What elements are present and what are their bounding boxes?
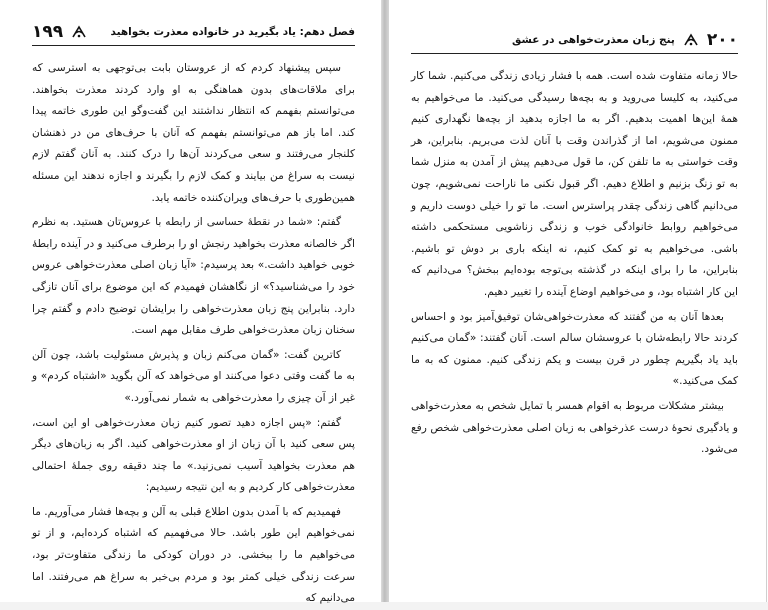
paragraph: حالا زمانه متفاوت شده است. همه با فشار زیادی زندگی می‌کنیم. شما کار می‌کنید، به کلیسا می‌روید و به بچه‌ها رسیدگی می‌کنید. ما می‌خواهیم به همهٔ این‌ها اهمیت بدهیم. اگر به ما اجازه بدهید از بچه‌ها نگهداری کنیم ممنون می‌شویم، اما از گذراندن وقت با آنان لذت می‌بریم. بنابراین، هر وقت خواستی به ما تلفن کن، ما قول می‌دهیم پیش از آمدن به منزل شما به تو زنگ بزنیم و اطلاع دهیم. اگر قبول نکنی ما ناراحت نمی‌شویم، چون می‌دانیم گاهی زندگی چقدر پراسترس است. ما تو را خیلی دوست داریم و می‌خواهیم روابط خانوادگی خوب و زندگی زناشویی مستحکمی داشته باشی. می‌خواهیم به تو کمک کنیم، نه اینکه باری بر دوش تو باشیم. بنابراین، ما را برای اینکه در گذشته بی‌توجه بوده‌ایم ببخش؟ می‌دانیم که این کار اشتباه بود، و می‌خواهیم اوضاع آینده را تغییر دهیم. — [411, 70, 738, 298]
right-page-number: ۲۰۰ — [706, 30, 738, 50]
paragraph: فهمیدیم که با آمدن بدون اطلاع قبلی به آلن و بچه‌ها فشار می‌آوریم. ما نمی‌خواهیم این طور باشد. حالا می‌فهمیم که اشتباه کرده‌ایم، و از تو می‌خواهیم ما را ببخشی. در دوران کودکی ما زندگی متفاوت‌تر بود، سرعت زندگی خیلی کمتر بود و مردم بی‌خبر به سراغ هم می‌رفتند. اما می‌دانیم که — [32, 505, 355, 605]
left-page-number: ۱۹۹ — [32, 22, 64, 42]
paragraph: بیشتر مشکلات مربوط به اقوام همسر با تمایل شخص به معذرت‌خواهی و یادگیری نحوهٔ درست عذرخواهی به زبان اصلی معذرت‌خواهی شخص رفع می‌شود. — [411, 399, 738, 456]
left-page-header — [32, 22, 355, 46]
right-page — [389, 0, 768, 602]
paragraph: بعدها آنان به من گفتند که معذرت‌خواهی‌شان توفیق‌آمیز بود و احساس کردند حالا رابطه‌شان با عروسشان سالم است. آنان گفتند: «گمان می‌کنیم باید یاد بگیریم چطور در قرن بیست و یکم زندگی کنیم. ممنون که به ما کمک می‌کنید.» — [411, 310, 738, 388]
right-running-title: پنج زبان معذرت‌خواهی در عشق — [512, 34, 675, 46]
book-logo-icon — [71, 24, 87, 40]
paragraph: گفتم: «شما در نقطهٔ حساسی از رابطه با عروس‌تان هستید. به نظرم اگر خالصانه معذرت بخواهید رنجش او را برطرف می‌کنید و در آینده رابطهٔ خوبی خواهید داشت.» بعد پرسیدم: «آیا زبان اصلی معذرت‌خواهی عروس خود را می‌شناسید؟» از نگاهشان فهمیدم که این موضوع برای آنان تازگی دارد. بنابراین پنج زبان معذرت‌خواهی را برایشان توضیح دادم و گفتم چرا سخنان زبان معذرت‌خواهی طرف مقابل مهم است. — [32, 216, 355, 337]
right-edge-line — [766, 0, 767, 602]
right-page-header — [411, 30, 738, 54]
left-page — [0, 0, 381, 605]
paragraph: کاترین گفت: «گمان می‌کنم زبان و پذیرش مسئولیت باشد، چون آلن به ما گفت وقتی دعوا می‌کنند او می‌خواهد که آلن بگوید «اشتباه کردم» و غیر از آن چیزی را معذرت‌خواهی به شمار نمی‌آورد.» — [32, 348, 355, 404]
paragraph: گفتم: «پس اجازه دهید تصور کنیم زبان معذرت‌خواهی او این است، پس سعی کنید با آن زبان از او معذرت‌خواهی کنید. اگر به زبان‌های دیگر هم معذرت بخواهید آسیب نمی‌زنید.» ما چند دقیقه روی جملهٔ احتمالی معذرت‌خواهی کار کردیم و به این نتیجه رسیدیم: — [32, 416, 355, 494]
right-page-body — [411, 66, 738, 461]
paragraph: سپس پیشنهاد کردم که از عروستان بابت بی‌توجهی به استرسی که برای ملاقات‌های بدون هماهنگی به او وارد کردند معذرت بخواهند. می‌توانستم بفهمم که انتظار نداشتند این گفت‌وگو این طوری خاتمه پیدا کند. اما باز هم می‌توانستم بفهمم که آنان با حرف‌های من در ذهنشان کلنجار می‌رفتند و سعی می‌کردند آن‌ها را درک کنند. به آنان گفتم لازم نیست به سراغ من بیایند و کمک لازم را بگیرند و اجازه ندهند این مسئله همین‌طوری با حرف‌های ویران‌کننده خاتمه یابد. — [32, 62, 355, 204]
left-running-title: فصل دهم: یاد بگیرید در خانواده معذرت بخواهید — [110, 26, 355, 38]
left-page-body — [32, 58, 355, 610]
book-gutter — [381, 0, 389, 602]
book-logo-icon — [683, 32, 699, 48]
